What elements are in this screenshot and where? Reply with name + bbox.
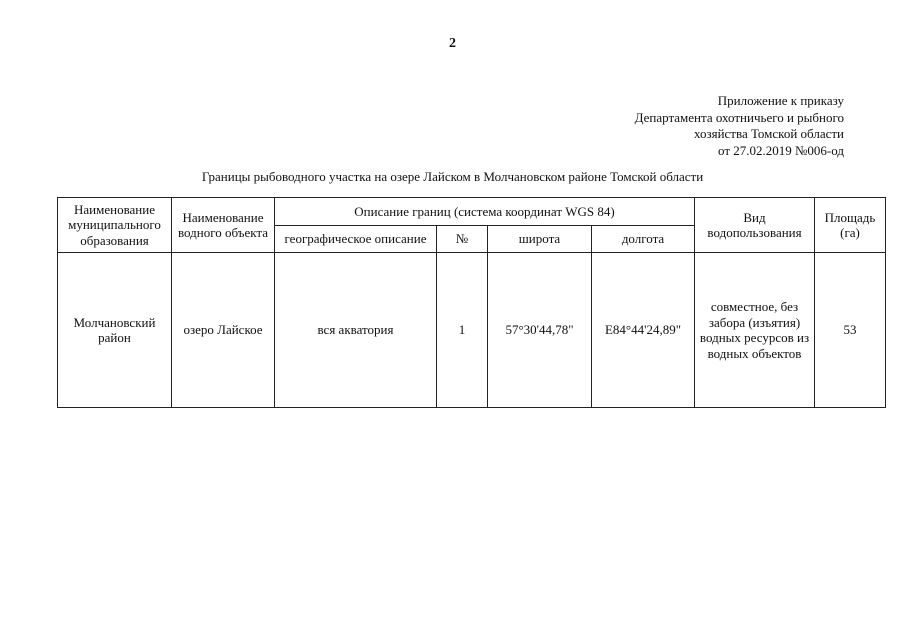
appendix-line: от 27.02.2019 №006-од (718, 142, 844, 158)
header-latitude: широта (488, 226, 592, 253)
cell-area: 53 (815, 253, 886, 408)
header-boundary-description: Описание границ (система координат WGS 84) (275, 198, 695, 226)
table-row (58, 253, 886, 408)
appendix-line: хозяйства Томской области (693, 126, 844, 141)
header-geo-description: географическое описание (275, 226, 437, 253)
cell-longitude: E84°44'24,89" (592, 253, 695, 408)
header-municipality: Наименование муниципального образования (58, 198, 172, 253)
cell-water-body: озеро Лайское (172, 253, 275, 408)
header-longitude: долгота (592, 226, 695, 253)
appendix-line: Приложение к приказу (717, 93, 844, 108)
boundaries-table (57, 197, 886, 408)
header-number: № (437, 226, 488, 253)
document-title: Границы рыбоводного участка на озере Лайском в Молчановском районе Томской области (201, 169, 704, 184)
header-water-body: Наименование водного объекта (172, 198, 275, 253)
cell-municipality: Молчановский район (58, 253, 172, 408)
header-water-use: Вид водопользования (695, 198, 815, 253)
page-number: 2 (449, 36, 456, 51)
header-area: Площадь (га) (815, 198, 886, 253)
appendix-line: Департамента охотничьего и рыбного (634, 109, 844, 125)
cell-geo-description: вся акватория (275, 253, 437, 408)
cell-number: 1 (437, 253, 488, 408)
cell-water-use: совместное, без забора (изъятия) водных ресурсов из водных объектов (695, 253, 815, 408)
cell-latitude: 57°30'44,78" (488, 253, 592, 408)
appendix-block (635, 93, 844, 159)
